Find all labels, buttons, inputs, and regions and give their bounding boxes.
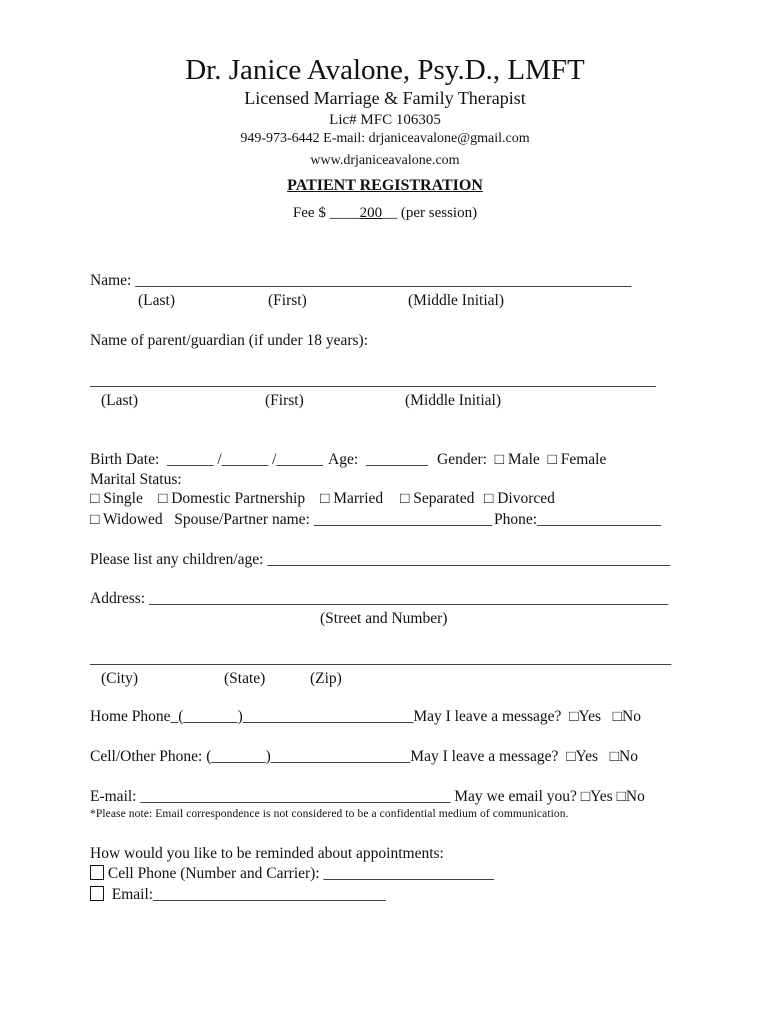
- address-street-field[interactable]: Address: ___________________________________________________________________: [90, 590, 669, 607]
- marital-married-checkbox[interactable]: □ Married: [320, 490, 384, 507]
- doctor-name-title: Dr. Janice Avalone, Psy.D., LMFT: [185, 54, 585, 86]
- guardian-first-caption: (First): [265, 392, 304, 409]
- marital-separated-checkbox[interactable]: □ Separated: [400, 490, 475, 507]
- address-city-field[interactable]: ___________________________________________________________________________: [90, 650, 672, 667]
- contact-info: 949-973-6442 E-mail: drjaniceavalone@gmail.com: [240, 131, 530, 146]
- website: www.drjaniceavalone.com: [310, 153, 460, 168]
- fee-value: 200: [359, 205, 383, 221]
- guardian-middle-caption: (Middle Initial): [405, 392, 501, 409]
- email-disclaimer-note: *Please note: Email correspondence is not considered to be a confidential medium of communication.: [90, 808, 569, 820]
- name-last-caption: (Last): [138, 292, 176, 309]
- zip-caption: (Zip): [310, 670, 342, 687]
- street-caption: (Street and Number): [320, 610, 448, 627]
- cell-reminder-checkbox[interactable]: [90, 865, 104, 880]
- marital-divorced-checkbox[interactable]: □ Divorced: [484, 490, 555, 507]
- fee-prefix: Fee $ ____: [292, 205, 360, 221]
- reminder-question: How would you like to be reminded about appointments:: [90, 845, 444, 862]
- guardian-label: Name of parent/guardian (if under 18 years):: [90, 332, 369, 349]
- practice-subtitle: Licensed Marriage & Family Therapist: [244, 88, 526, 108]
- state-caption: (State): [224, 670, 266, 687]
- fee-suffix: __ (per session): [382, 205, 478, 221]
- marital-status-label: Marital Status:: [90, 471, 182, 488]
- gender-options[interactable]: Gender: □ Male □ Female: [437, 451, 607, 468]
- guardian-last-caption: (Last): [101, 392, 139, 409]
- marital-domestic-checkbox[interactable]: □ Domestic Partnership: [158, 490, 306, 507]
- license-number: Lic# MFC 106305: [329, 112, 441, 128]
- birth-date-field[interactable]: Birth Date: ______ /______ /______: [90, 451, 323, 468]
- email-reminder-label: Email:______________________________: [111, 886, 386, 903]
- widowed-spouse-field[interactable]: □ Widowed Spouse/Partner name: _______________________: [90, 511, 492, 528]
- name-middle-caption: (Middle Initial): [408, 292, 504, 309]
- guardian-name-field[interactable]: _________________________________________________________________________: [90, 372, 656, 389]
- email-field[interactable]: E-mail: ________________________________________ May we email you? □Yes □No: [90, 788, 645, 805]
- city-caption: (City): [101, 670, 139, 687]
- cell-phone-field[interactable]: Cell/Other Phone: (_______)__________________May I leave a message? □Yes □No: [90, 748, 638, 765]
- spouse-phone-field[interactable]: Phone:________________: [494, 511, 662, 528]
- marital-single-checkbox[interactable]: □ Single: [90, 490, 143, 507]
- fee-line: [0, 205, 770, 222]
- email-reminder-checkbox[interactable]: [90, 886, 104, 901]
- name-field[interactable]: Name: ________________________________________________________________: [90, 272, 632, 289]
- children-field[interactable]: Please list any children/age: ____________________________________________________: [90, 551, 671, 568]
- form-title: PATIENT REGISTRATION: [287, 177, 483, 194]
- age-field[interactable]: Age: ________: [328, 451, 428, 468]
- reminder-email-option[interactable]: [90, 886, 386, 904]
- cell-reminder-label: Cell Phone (Number and Carrier): ______________________: [107, 865, 495, 882]
- reminder-cell-option[interactable]: [90, 865, 494, 883]
- home-phone-field[interactable]: Home Phone_(_______)______________________May I leave a message? □Yes □No: [90, 708, 641, 725]
- name-first-caption: (First): [268, 292, 307, 309]
